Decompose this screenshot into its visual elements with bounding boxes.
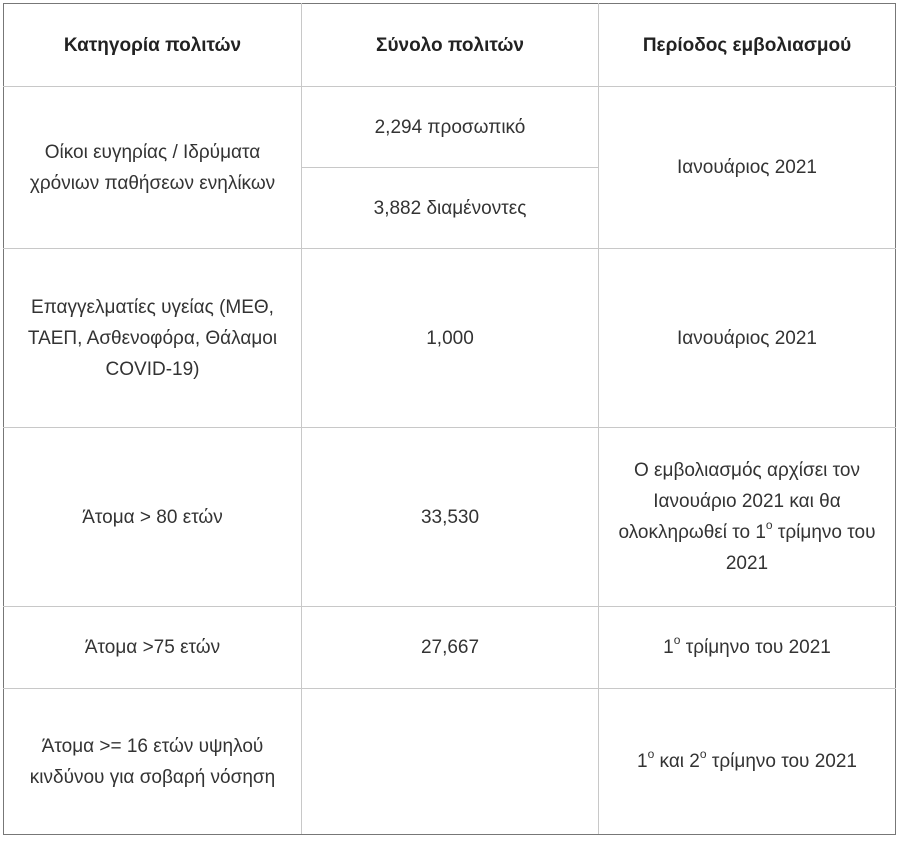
row3-period-tail: τρίμηνο του 2021 (725, 522, 876, 574)
row5-period-mid: και 2 (654, 751, 700, 772)
table-row (4, 689, 896, 835)
row4-period-superscript: ο (673, 632, 681, 647)
row3-period-text: Ο εμβολιασμός αρχίσει τον Ιανουάριο 2021 και θα ολοκληρωθεί το 1 (618, 460, 860, 543)
row4-total: 27,667 (302, 607, 599, 689)
row3-category: Άτομα > 80 ετών (4, 428, 302, 607)
row2-total: 1,000 (302, 249, 599, 428)
table-row (4, 607, 896, 689)
row5-period-tail: τρίμηνο του 2021 (706, 751, 857, 772)
row1-period: Ιανουάριος 2021 (599, 87, 896, 249)
row2-period: Ιανουάριος 2021 (599, 249, 896, 428)
table-row (4, 249, 896, 428)
header-row (4, 4, 896, 87)
row5-period-superscript2: ο (699, 746, 707, 761)
header-category: Κατηγορία πολιτών (4, 4, 302, 87)
header-period: Περίοδος εμβολιασμού (599, 4, 896, 87)
row3-period (599, 428, 896, 607)
row4-period (599, 607, 896, 689)
row5-period (599, 689, 896, 835)
header-total: Σύνολο πολιτών (302, 4, 599, 87)
row3-total: 33,530 (302, 428, 599, 607)
row1-category: Οίκοι ευγηρίας / Ιδρύματα χρόνιων παθήσεων ενηλίκων (4, 87, 302, 249)
row1-total-staff: 2,294 προσωπικό (302, 87, 599, 168)
row4-category: Άτομα >75 ετών (4, 607, 302, 689)
table-row (4, 428, 896, 607)
row4-period-num: 1 (663, 637, 674, 658)
row5-period-num1: 1 (637, 751, 648, 772)
row4-period-tail: τρίμηνο του 2021 (680, 637, 831, 658)
row5-period-superscript1: ο (647, 746, 655, 761)
vaccination-schedule-table (3, 3, 896, 835)
row5-category: Άτομα >= 16 ετών υψηλού κινδύνου για σοβαρή νόσηση (4, 689, 302, 835)
table-row (4, 87, 896, 168)
row5-total (302, 689, 599, 835)
row1-total-residents: 3,882 διαμένοντες (302, 168, 599, 249)
row3-period-superscript: ο (765, 517, 773, 532)
row2-category: Επαγγελματίες υγείας (ΜΕΘ, ΤΑΕΠ, Ασθενοφόρα, Θάλαμοι COVID-19) (4, 249, 302, 428)
